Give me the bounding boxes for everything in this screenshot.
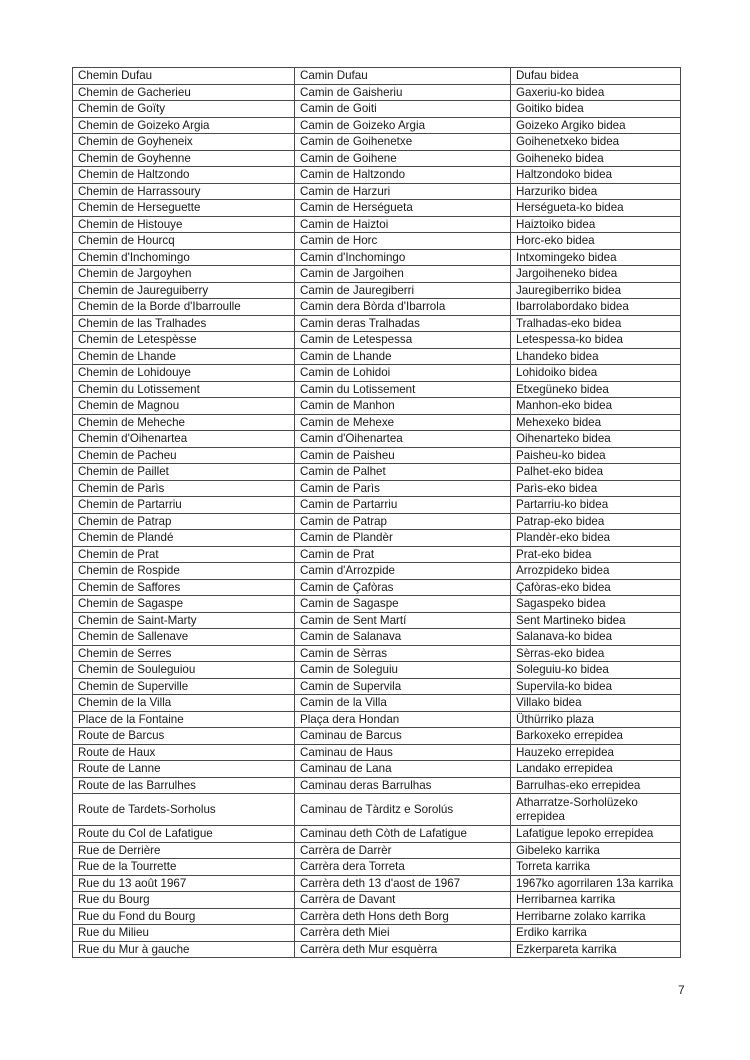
french-name-cell: Chemin de Gacherieu (73, 84, 295, 101)
french-name-cell: Chemin de Magnou (73, 398, 295, 415)
french-name-cell: Chemin de Hourcq (73, 233, 295, 250)
occitan-name-cell: Camin dera Bòrda d'Ibarrola (295, 299, 511, 316)
french-name-cell: Rue du Fond du Bourg (73, 908, 295, 925)
french-name-cell: Chemin de Goïty (73, 101, 295, 118)
table-row (73, 941, 681, 958)
basque-name-cell: Gibeleko karrika (511, 842, 681, 859)
basque-name-cell: Horc-eko bidea (511, 233, 681, 250)
basque-name-cell: Barrulhas-eko errepidea (511, 777, 681, 794)
occitan-name-cell: Camin d'Oihenartea (295, 431, 511, 448)
french-name-cell: Chemin de Meheche (73, 414, 295, 431)
french-name-cell: Chemin de Partarriu (73, 497, 295, 514)
occitan-name-cell: Camin de Salanava (295, 629, 511, 646)
basque-name-cell: Plandèr-eko bidea (511, 530, 681, 547)
occitan-name-cell: Camin de Jauregiberri (295, 282, 511, 299)
table-row (73, 546, 681, 563)
table-row (73, 645, 681, 662)
occitan-name-cell: Camin de Paisheu (295, 447, 511, 464)
table-row (73, 134, 681, 151)
occitan-name-cell: Caminau de Haus (295, 744, 511, 761)
basque-name-cell: Partarriu-ko bidea (511, 497, 681, 514)
table-row (73, 348, 681, 365)
basque-name-cell: Prat-eko bidea (511, 546, 681, 563)
basque-name-cell: Salanava-ko bidea (511, 629, 681, 646)
basque-name-cell: Haltzondoko bidea (511, 167, 681, 184)
table-row (73, 84, 681, 101)
table-row (73, 513, 681, 530)
french-name-cell: Chemin de Haltzondo (73, 167, 295, 184)
occitan-name-cell: Camin de Mehexe (295, 414, 511, 431)
occitan-name-cell: Camin de Sent Martí (295, 612, 511, 629)
occitan-name-cell: Camin de Prat (295, 546, 511, 563)
occitan-name-cell: Camin de Parìs (295, 480, 511, 497)
french-name-cell: Chemin de Rospide (73, 563, 295, 580)
occitan-name-cell: Carrèra de Davant (295, 892, 511, 909)
table-row (73, 695, 681, 712)
occitan-name-cell: Camin de Letespessa (295, 332, 511, 349)
table-row (73, 596, 681, 613)
occitan-name-cell: Caminau deth Còth de Lafatigue (295, 826, 511, 843)
french-name-cell: Rue du Milieu (73, 925, 295, 942)
french-name-cell: Chemin de Histouye (73, 216, 295, 233)
basque-name-cell: Harzuriko bidea (511, 183, 681, 200)
basque-name-cell: Lafatigue lepoko errepidea (511, 826, 681, 843)
french-name-cell: Chemin de Patrap (73, 513, 295, 530)
occitan-name-cell: Camin de Goihenetxe (295, 134, 511, 151)
table-row (73, 777, 681, 794)
occitan-name-cell: Camin de Manhon (295, 398, 511, 415)
basque-name-cell: Sagaspeko bidea (511, 596, 681, 613)
table-row (73, 711, 681, 728)
occitan-name-cell: Carrèra deth Miei (295, 925, 511, 942)
french-name-cell: Chemin de la Borde d'Ibarroulle (73, 299, 295, 316)
french-name-cell: Route de las Barrulhes (73, 777, 295, 794)
table-row (73, 744, 681, 761)
basque-name-cell: Atharratze-Sorholüzeko errepidea (511, 794, 681, 826)
basque-name-cell: Villako bidea (511, 695, 681, 712)
basque-name-cell: Barkoxeko errepidea (511, 728, 681, 745)
table-row (73, 299, 681, 316)
table-row (73, 183, 681, 200)
basque-name-cell: Çafòras-eko bidea (511, 579, 681, 596)
basque-name-cell: Herségueta-ko bidea (511, 200, 681, 217)
table-row (73, 859, 681, 876)
table-row (73, 480, 681, 497)
table-row (73, 414, 681, 431)
basque-name-cell: Oihenarteko bidea (511, 431, 681, 448)
table-row (73, 216, 681, 233)
basque-name-cell: Ibarrolabordako bidea (511, 299, 681, 316)
occitan-name-cell: Camin d'Arrozpide (295, 563, 511, 580)
occitan-name-cell: Camin de Soleguiu (295, 662, 511, 679)
basque-name-cell: Gaxeriu-ko bidea (511, 84, 681, 101)
table-row (73, 282, 681, 299)
french-name-cell: Chemin d'Oihenartea (73, 431, 295, 448)
occitan-name-cell: Camin d'Inchomingo (295, 249, 511, 266)
table-row (73, 563, 681, 580)
basque-name-cell: Haiztoiko bidea (511, 216, 681, 233)
table-row (73, 464, 681, 481)
table-row (73, 629, 681, 646)
table-row (73, 117, 681, 134)
french-name-cell: Rue de la Tourrette (73, 859, 295, 876)
table-row (73, 826, 681, 843)
occitan-name-cell: Caminau de Tàrditz e Sorolús (295, 794, 511, 826)
table-row (73, 150, 681, 167)
french-name-cell: Chemin de Souleguiou (73, 662, 295, 679)
table-row (73, 249, 681, 266)
table-row (73, 612, 681, 629)
occitan-name-cell: Camin de Haltzondo (295, 167, 511, 184)
occitan-name-cell: Caminau de Lana (295, 761, 511, 778)
occitan-name-cell: Camin de Goiti (295, 101, 511, 118)
table-row (73, 233, 681, 250)
occitan-name-cell: Camin de Supervila (295, 678, 511, 695)
occitan-name-cell: Camin de Haiztoi (295, 216, 511, 233)
table-row (73, 68, 681, 85)
french-name-cell: Chemin Dufau (73, 68, 295, 85)
basque-name-cell: Intxomingeko bidea (511, 249, 681, 266)
basque-name-cell: Patrap-eko bidea (511, 513, 681, 530)
basque-name-cell: Üthürriko plaza (511, 711, 681, 728)
page-number: 7 (678, 983, 685, 997)
table-row (73, 315, 681, 332)
table-row (73, 678, 681, 695)
occitan-name-cell: Camin de Lhande (295, 348, 511, 365)
table-row (73, 497, 681, 514)
french-name-cell: Chemin d'Inchomingo (73, 249, 295, 266)
table-row (73, 365, 681, 382)
table-row (73, 892, 681, 909)
basque-name-cell: Herribarne zolako karrika (511, 908, 681, 925)
french-name-cell: Chemin de Goyheneix (73, 134, 295, 151)
french-name-cell: Chemin de Goizeko Argia (73, 117, 295, 134)
occitan-name-cell: Camin de Çafòras (295, 579, 511, 596)
occitan-name-cell: Camin de Sèrras (295, 645, 511, 662)
occitan-name-cell: Caminau deras Barrulhas (295, 777, 511, 794)
table-body (73, 68, 681, 958)
occitan-name-cell: Carrèra de Darrèr (295, 842, 511, 859)
french-name-cell: Chemin de Herseguette (73, 200, 295, 217)
table-row (73, 431, 681, 448)
french-name-cell: Chemin de Letespèsse (73, 332, 295, 349)
french-name-cell: Chemin de Sagaspe (73, 596, 295, 613)
occitan-name-cell: Camin de Lohidoi (295, 365, 511, 382)
basque-name-cell: Goihenetxeko bidea (511, 134, 681, 151)
basque-name-cell: Lohidoiko bidea (511, 365, 681, 382)
occitan-name-cell: Camin de Sagaspe (295, 596, 511, 613)
basque-name-cell: Sèrras-eko bidea (511, 645, 681, 662)
street-names-table (72, 67, 681, 958)
table-row (73, 447, 681, 464)
basque-name-cell: Manhon-eko bidea (511, 398, 681, 415)
table-row (73, 875, 681, 892)
basque-name-cell: Paisheu-ko bidea (511, 447, 681, 464)
occitan-name-cell: Caminau de Barcus (295, 728, 511, 745)
basque-name-cell: Sent Martineko bidea (511, 612, 681, 629)
basque-name-cell: Hauzeko errepidea (511, 744, 681, 761)
basque-name-cell: Mehexeko bidea (511, 414, 681, 431)
table-row (73, 842, 681, 859)
occitan-name-cell: Plaça dera Hondan (295, 711, 511, 728)
basque-name-cell: Tralhadas-eko bidea (511, 315, 681, 332)
occitan-name-cell: Camin de Palhet (295, 464, 511, 481)
french-name-cell: Chemin de Prat (73, 546, 295, 563)
basque-name-cell: Etxegüneko bidea (511, 381, 681, 398)
french-name-cell: Chemin de Superville (73, 678, 295, 695)
basque-name-cell: Goizeko Argiko bidea (511, 117, 681, 134)
french-name-cell: Chemin du Lotissement (73, 381, 295, 398)
basque-name-cell: Letespessa-ko bidea (511, 332, 681, 349)
french-name-cell: Chemin de Jargoyhen (73, 266, 295, 283)
french-name-cell: Chemin de Goyhenne (73, 150, 295, 167)
french-name-cell: Chemin de Pacheu (73, 447, 295, 464)
table-row (73, 579, 681, 596)
table-row (73, 101, 681, 118)
basque-name-cell: Palhet-eko bidea (511, 464, 681, 481)
french-name-cell: Chemin de Parìs (73, 480, 295, 497)
french-name-cell: Chemin de Saffores (73, 579, 295, 596)
occitan-name-cell: Camin de Jargoihen (295, 266, 511, 283)
french-name-cell: Route de Tardets-Sorholus (73, 794, 295, 826)
table-row (73, 794, 681, 826)
table-row (73, 925, 681, 942)
occitan-name-cell: Camin deras Tralhadas (295, 315, 511, 332)
occitan-name-cell: Carrèra deth Mur esquèrra (295, 941, 511, 958)
basque-name-cell: Soleguiu-ko bidea (511, 662, 681, 679)
occitan-name-cell: Camin Dufau (295, 68, 511, 85)
table-row (73, 381, 681, 398)
french-name-cell: Chemin de Lohidouye (73, 365, 295, 382)
occitan-name-cell: Camin de Horc (295, 233, 511, 250)
french-name-cell: Route du Col de Lafatigue (73, 826, 295, 843)
occitan-name-cell: Camin de Goizeko Argia (295, 117, 511, 134)
basque-name-cell: Ezkerpareta karrika (511, 941, 681, 958)
occitan-name-cell: Camin de Harzuri (295, 183, 511, 200)
french-name-cell: Rue du 13 août 1967 (73, 875, 295, 892)
french-name-cell: Chemin de Saint-Marty (73, 612, 295, 629)
table-row (73, 908, 681, 925)
french-name-cell: Chemin de Plandé (73, 530, 295, 547)
table-row (73, 332, 681, 349)
basque-name-cell: 1967ko agorrilaren 13a karrika (511, 875, 681, 892)
basque-name-cell: Jauregiberriko bidea (511, 282, 681, 299)
occitan-name-cell: Camin de la Villa (295, 695, 511, 712)
occitan-name-cell: Carrèra dera Torreta (295, 859, 511, 876)
basque-name-cell: Herribarnea karrika (511, 892, 681, 909)
occitan-name-cell: Camin de Goihene (295, 150, 511, 167)
french-name-cell: Rue du Mur à gauche (73, 941, 295, 958)
basque-name-cell: Supervila-ko bidea (511, 678, 681, 695)
basque-name-cell: Goiheneko bidea (511, 150, 681, 167)
french-name-cell: Rue de Derrière (73, 842, 295, 859)
basque-name-cell: Arrozpideko bidea (511, 563, 681, 580)
french-name-cell: Chemin de Jaureguiberry (73, 282, 295, 299)
table-row (73, 761, 681, 778)
table-row (73, 728, 681, 745)
occitan-name-cell: Camin de Partarriu (295, 497, 511, 514)
basque-name-cell: Torreta karrika (511, 859, 681, 876)
french-name-cell: Chemin de Harrassoury (73, 183, 295, 200)
table-row (73, 662, 681, 679)
french-name-cell: Place de la Fontaine (73, 711, 295, 728)
french-name-cell: Chemin de Sallenave (73, 629, 295, 646)
french-name-cell: Chemin de Lhande (73, 348, 295, 365)
table-row (73, 167, 681, 184)
french-name-cell: Route de Lanne (73, 761, 295, 778)
table-row (73, 530, 681, 547)
occitan-name-cell: Camin de Gaisheriu (295, 84, 511, 101)
french-name-cell: Chemin de la Villa (73, 695, 295, 712)
basque-name-cell: Erdiko karrika (511, 925, 681, 942)
french-name-cell: Route de Barcus (73, 728, 295, 745)
basque-name-cell: Lhandeko bidea (511, 348, 681, 365)
occitan-name-cell: Camin de Patrap (295, 513, 511, 530)
occitan-name-cell: Carrèra deth 13 d'aost de 1967 (295, 875, 511, 892)
table-row (73, 200, 681, 217)
occitan-name-cell: Camin de Herségueta (295, 200, 511, 217)
french-name-cell: Route de Haux (73, 744, 295, 761)
basque-name-cell: Goitiko bidea (511, 101, 681, 118)
basque-name-cell: Jargoiheneko bidea (511, 266, 681, 283)
french-name-cell: Chemin de Paillet (73, 464, 295, 481)
basque-name-cell: Parìs-eko bidea (511, 480, 681, 497)
french-name-cell: Chemin de las Tralhades (73, 315, 295, 332)
table-row (73, 266, 681, 283)
french-name-cell: Chemin de Serres (73, 645, 295, 662)
french-name-cell: Rue du Bourg (73, 892, 295, 909)
occitan-name-cell: Camin du Lotissement (295, 381, 511, 398)
basque-name-cell: Landako errepidea (511, 761, 681, 778)
occitan-name-cell: Camin de Plandèr (295, 530, 511, 547)
occitan-name-cell: Carrèra deth Hons deth Borg (295, 908, 511, 925)
table-row (73, 398, 681, 415)
basque-name-cell: Dufau bidea (511, 68, 681, 85)
